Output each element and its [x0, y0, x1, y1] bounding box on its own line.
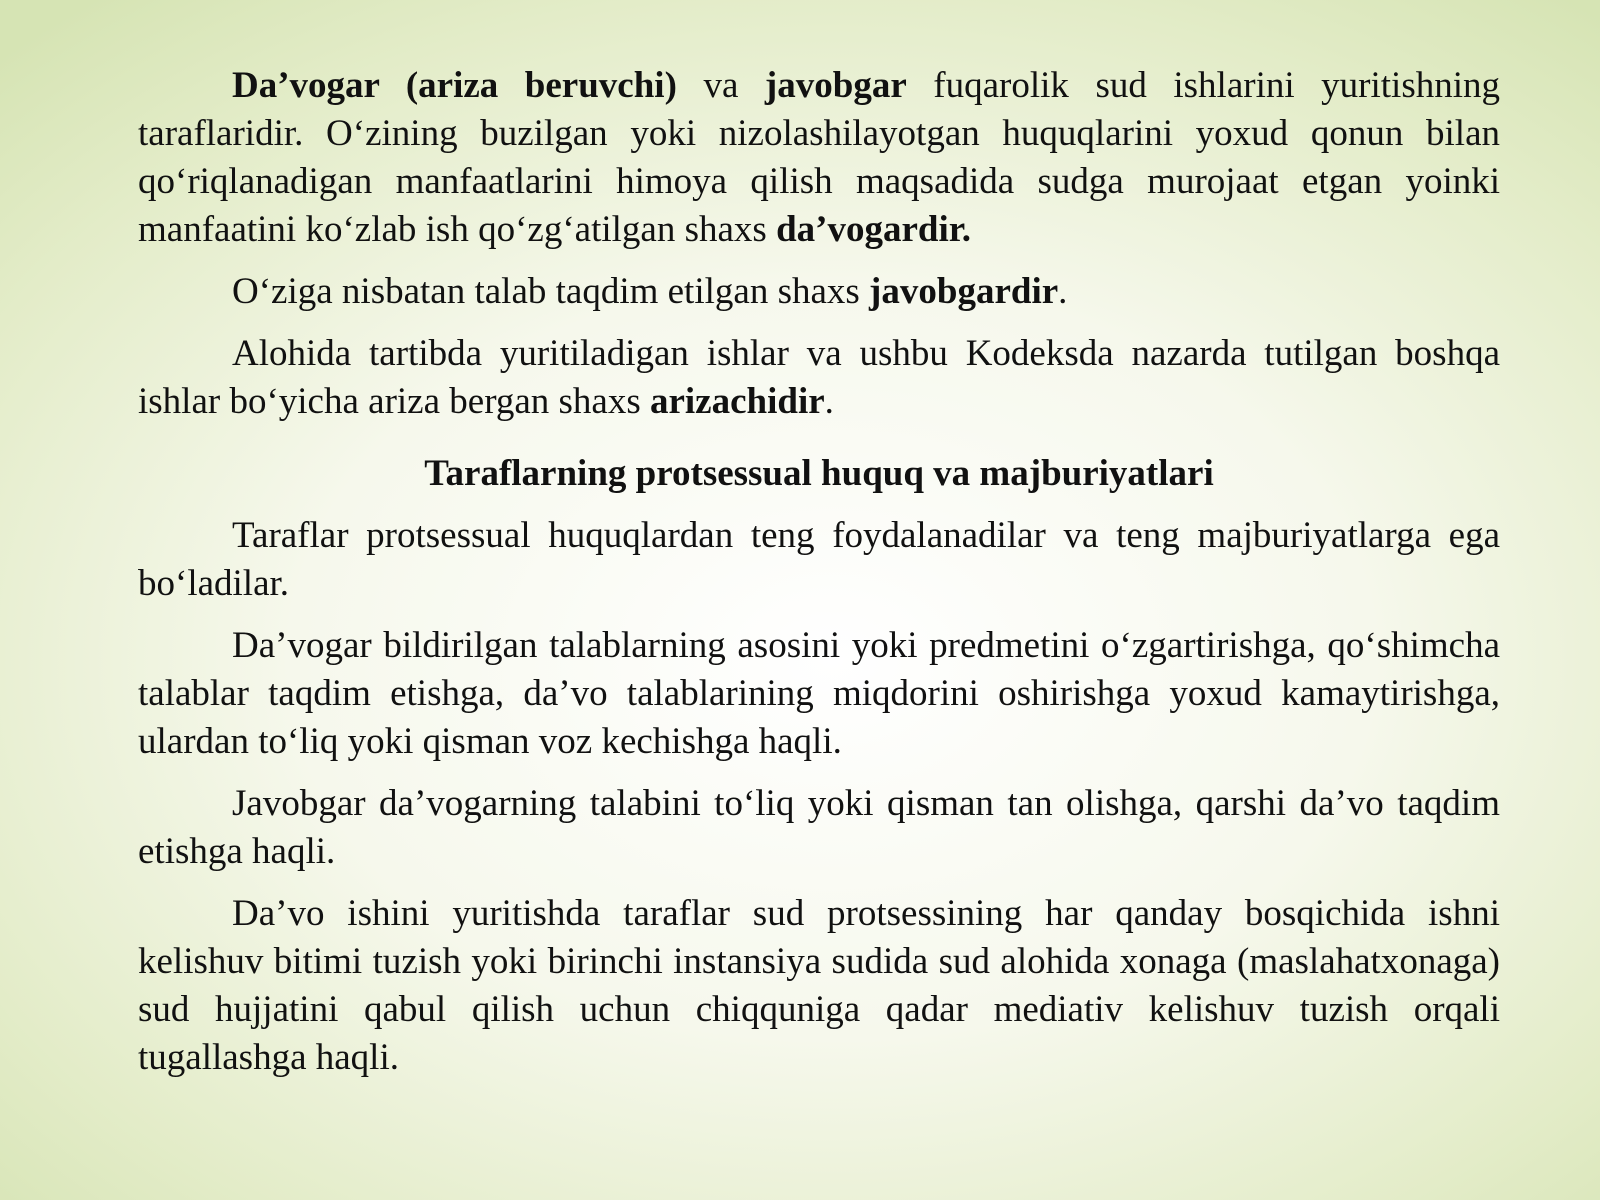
paragraph-definition-applicant: [138, 330, 1500, 426]
bold-term: javobgardir: [869, 271, 1059, 312]
text-run: fuqarolik sud ishlarini yuritishning taraflaridir. O‘zining buzilgan yoki nizolashilayotgan huquqlarini yoxud qonun bilan qo‘riqlanadigan manfaatlarini himoya qilish maqsadida sudga murojaat etgan yoinki manfaatini ko‘zlab ish qo‘zg‘atilgan shaxs: [138, 65, 1501, 250]
bold-term: da’vogardir.: [776, 209, 972, 250]
slide-content: [138, 62, 1500, 1096]
paragraph-definition-plaintiff: [138, 62, 1500, 254]
text-run: Alohida tartibda yuritiladigan ishlar va ushbu Kodeksda nazarda tutilgan boshqa ishlar bo‘yicha ariza bergan shaxs: [138, 333, 1500, 422]
text-run: O‘ziga nisbatan talab taqdim etilgan shaxs: [232, 271, 870, 312]
text-run: .: [1058, 271, 1068, 312]
bold-term: arizachidir: [649, 381, 825, 422]
paragraph-defendant-rights: Javobgar da’vogarning talabini to‘liq yoki qisman tan olishga, qarshi da’vo taqdim etishga haqli.: [138, 783, 1500, 872]
paragraph-plaintiff-rights: Da’vogar bildirilgan talablarning asosini yoki predmetini o‘zgartirishga, qo‘shimcha talablar taqdim etishga, da’vo talablarining miqdorini oshirishga yoxud kamaytirishga, ulardan to‘liq yoki qisman voz kechishga haqli.: [138, 625, 1500, 762]
text-run: .: [824, 381, 834, 422]
paragraph-definition-defendant: [138, 268, 1500, 316]
bold-term: Da’vogar (ariza beruvchi): [232, 65, 677, 106]
section-heading: Taraflarning protsessual huquq va majburiyatlari: [424, 453, 1214, 494]
paragraph-equal-rights: Taraflar protsessual huquqlardan teng foydalanadilar va teng majburiyatlarga ega bo‘ladilar.: [138, 515, 1500, 604]
text-run: va: [676, 65, 765, 106]
paragraph-settlement: Da’vo ishini yuritishda taraflar sud protsessining har qanday bosqichida ishni kelishuv bitimi tuzish yoki birinchi instansiya sudida sud alohida xonaga (maslahatxonaga) sud hujjatini qabul qilish uchun chiqquniga qadar mediativ kelishuv tuzish orqali tugallashga haqli.: [138, 893, 1500, 1078]
bold-term: javobgar: [764, 65, 907, 106]
